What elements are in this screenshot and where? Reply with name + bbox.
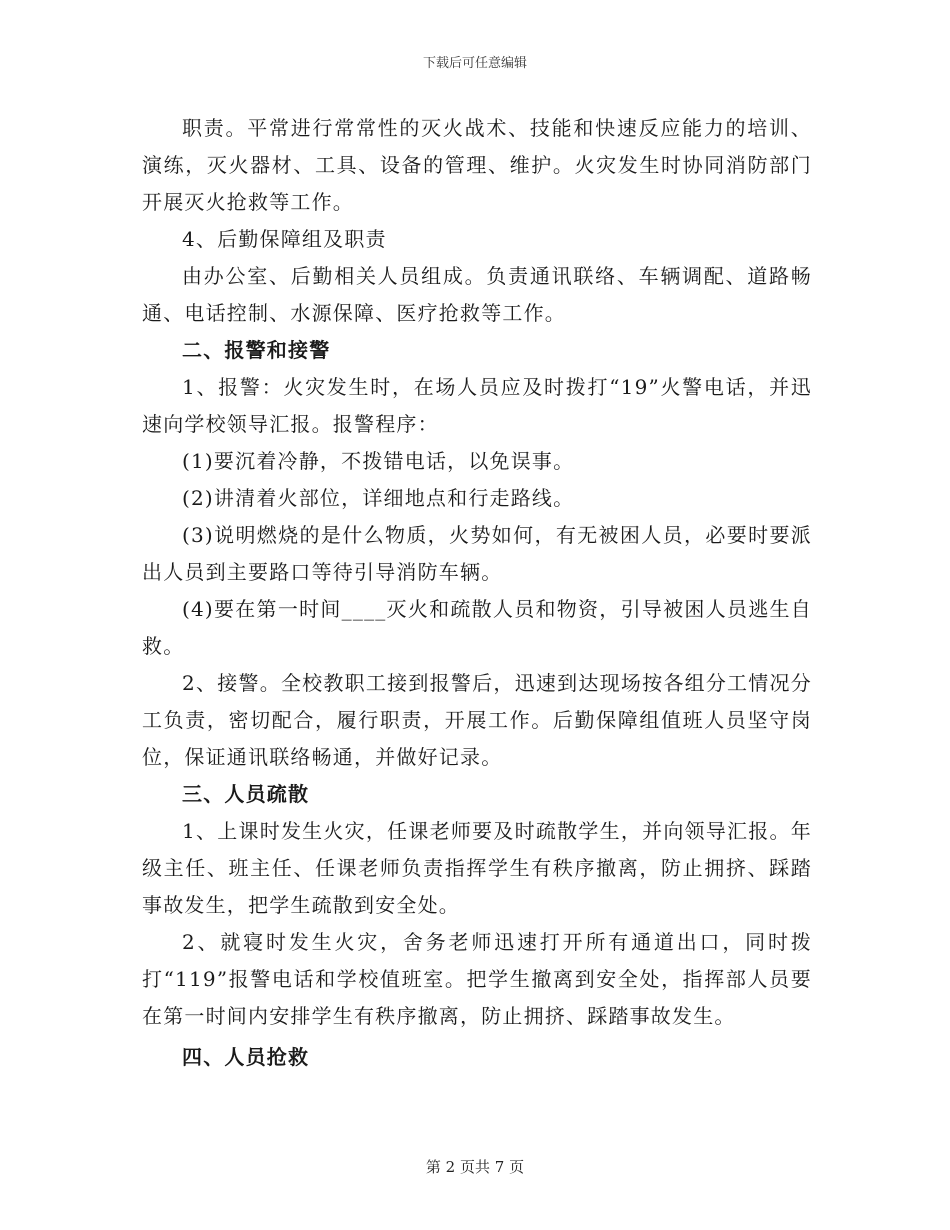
- list-item: (4)要在第一时间____灭火和疏散人员和物资，引导被困人员逃生自救。: [142, 597, 812, 658]
- paragraph: 2、就寝时发生火灾，舍务老师迅速打开所有通道出口，同时拨打“119”报警电话和学校值班室。把学生撤离到安全处，指挥部人员要在第一时间内安排学生有秩序撤离，防止拥挤、踩踏事故发生。: [142, 930, 812, 1028]
- list-item: (2)讲清着火部位，详细地点和行走路线。: [182, 486, 575, 510]
- section-heading: 二、报警和接警: [182, 338, 331, 362]
- page-header: 下载后可任意编辑: [422, 56, 527, 71]
- list-item: (1)要沉着冷静，不拨错电话，以免误事。: [182, 449, 575, 473]
- section-heading: 四、人员抢救: [182, 1045, 310, 1069]
- paragraph: 4、后勤保障组及职责: [182, 227, 387, 251]
- list-item: (3)说明燃烧的是什么物质，火势如何，有无被困人员，必要时要派出人员到主要路口等待引导消防车辆。: [142, 523, 812, 584]
- paragraph: 2、接警。全校教职工接到报警后，迅速到达现场按各组分工情况分工负责，密切配合，履行职责，开展工作。后勤保障组值班人员坚守岗位，保证通讯联络畅通，并做好记录。: [142, 671, 812, 769]
- paragraph: 1、上课时发生火灾，任课老师要及时疏散学生，并向领导汇报。年级主任、班主任、任课老师负责指挥学生有秩序撤离，防止拥挤、踩踏事故发生，把学生疏散到安全处。: [142, 819, 812, 917]
- paragraph: 职责。平常进行常常性的灭火战术、技能和快速反应能力的培训、演练，灭火器材、工具、设备的管理、维护。火灾发生时协同消防部门开展灭火抢救等工作。: [142, 116, 812, 214]
- section-heading: 三、人员疏散: [182, 782, 310, 806]
- page-number: 第 2 页共 7 页: [425, 1158, 525, 1176]
- paragraph: 1、报警：火灾发生时，在场人员应及时拨打“19”火警电话，并迅速向学校领导汇报。报警程序：: [142, 375, 812, 436]
- document-body: [142, 110, 812, 1076]
- paragraph: 由办公室、后勤相关人员组成。负责通讯联络、车辆调配、道路畅通、电话控制、水源保障、医疗抢救等工作。: [142, 264, 812, 325]
